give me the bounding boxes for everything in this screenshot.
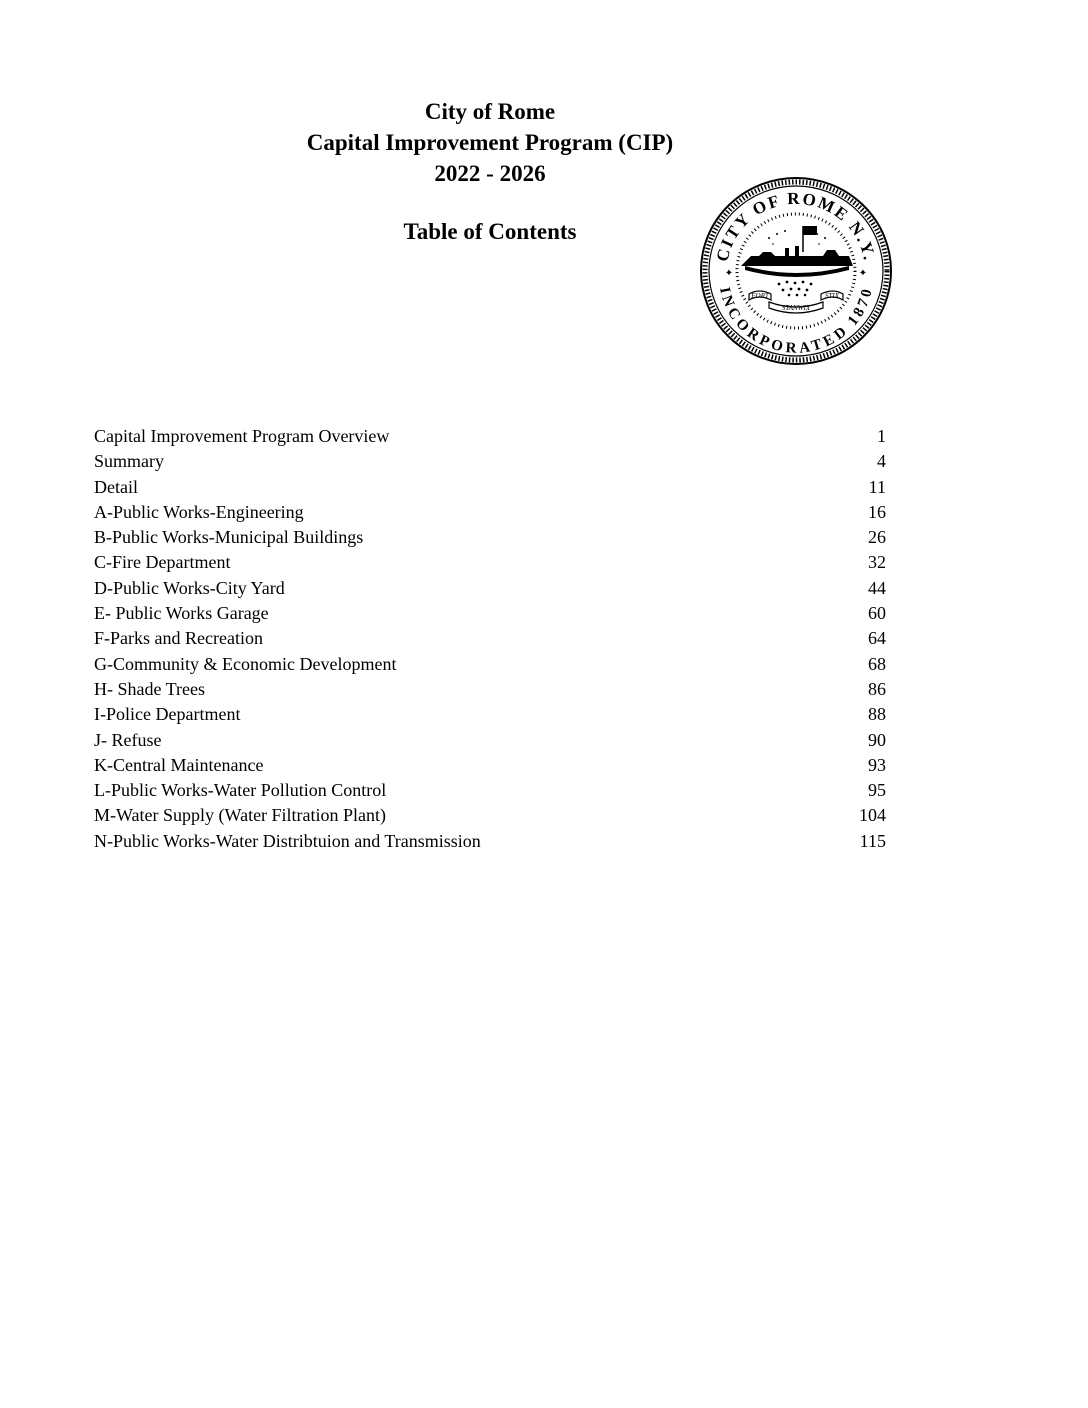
- toc-entry-label: D-Public Works-City Yard: [94, 577, 285, 598]
- toc-entry-label: J- Refuse: [94, 729, 162, 750]
- toc-entry: [94, 424, 886, 449]
- toc-entry-label: Detail: [94, 476, 138, 497]
- toc-entry: [94, 677, 886, 702]
- toc-entry-label: Summary: [94, 451, 164, 472]
- toc-entry: [94, 829, 886, 854]
- toc-entry-page-number: 90: [868, 729, 886, 750]
- toc-entry-label: L-Public Works-Water Pollution Control: [94, 780, 387, 801]
- toc-entry: [94, 728, 886, 753]
- seal-star-left-icon: ✦: [724, 268, 734, 279]
- toc-entry-label: K-Central Maintenance: [94, 754, 264, 775]
- toc-entry-page-number: 104: [859, 805, 886, 826]
- toc-entry-page-number: 44: [868, 577, 886, 598]
- toc-entry-page-number: 68: [868, 653, 886, 674]
- toc-entry: [94, 803, 886, 828]
- table-of-contents: [94, 424, 886, 854]
- toc-entry: [94, 601, 886, 626]
- toc-entry-label: G-Community & Economic Development: [94, 653, 397, 674]
- toc-entry-label: B-Public Works-Municipal Buildings: [94, 527, 364, 548]
- toc-entry-label: C-Fire Department: [94, 552, 231, 573]
- toc-entry: [94, 550, 886, 575]
- toc-entry-page-number: 88: [868, 704, 886, 725]
- seal-banner-right: STIX: [825, 292, 839, 300]
- program-name: Capital Improvement Program (CIP): [306, 130, 674, 155]
- toc-entry: [94, 778, 886, 803]
- seal-banner-bottom: STANWIX: [781, 304, 811, 312]
- toc-entry: [94, 652, 886, 677]
- toc-entry-page-number: 11: [868, 476, 886, 497]
- toc-entry-label: N-Public Works-Water Distribtuion and Transmission: [94, 830, 481, 851]
- toc-entry-page-number: 16: [868, 501, 886, 522]
- toc-entry-page-number: 64: [868, 628, 886, 649]
- toc-entry-label: A-Public Works-Engineering: [94, 501, 304, 522]
- toc-entry-label: E- Public Works Garage: [94, 603, 269, 624]
- toc-entry: [94, 475, 886, 500]
- toc-entry-page-number: 60: [868, 603, 886, 624]
- toc-entry: [94, 576, 886, 601]
- toc-entry-page-number: 95: [868, 780, 886, 801]
- toc-entry-page-number: 26: [868, 527, 886, 548]
- toc-entry-page-number: 1: [877, 426, 886, 446]
- toc-entry-label: F-Parks and Recreation: [94, 628, 263, 649]
- toc-entry-label: H- Shade Trees: [94, 678, 205, 699]
- toc-entry: [94, 525, 886, 550]
- seal-star-right-icon: ✦: [858, 268, 868, 279]
- program-years: 2022 - 2026: [434, 161, 546, 186]
- toc-entry-page-number: 93: [868, 754, 886, 775]
- toc-entry-page-number: 32: [868, 552, 886, 573]
- seal-top-text: CITY OF ROME N.Y.: [712, 188, 880, 264]
- city-seal-logo: [699, 176, 893, 366]
- toc-entry: [94, 500, 886, 525]
- toc-entry: [94, 449, 886, 474]
- toc-entry: [94, 753, 886, 778]
- toc-entry-page-number: 115: [859, 830, 886, 851]
- city-name: City of Rome: [424, 99, 556, 124]
- seal-banner-left: FORT: [751, 292, 769, 300]
- toc-heading: Table of Contents: [403, 219, 577, 244]
- toc-entry-label: M-Water Supply (Water Filtration Plant): [94, 805, 387, 826]
- toc-entry: [94, 626, 886, 651]
- seal-bottom-text: INCORPORATED 1870: [716, 285, 876, 357]
- toc-entry: [94, 702, 886, 727]
- toc-entry-label: I-Police Department: [94, 704, 241, 725]
- toc-entry-page-number: 86: [868, 678, 886, 699]
- toc-entry-label: Capital Improvement Program Overview: [94, 426, 390, 446]
- toc-entry-page-number: 4: [877, 451, 886, 472]
